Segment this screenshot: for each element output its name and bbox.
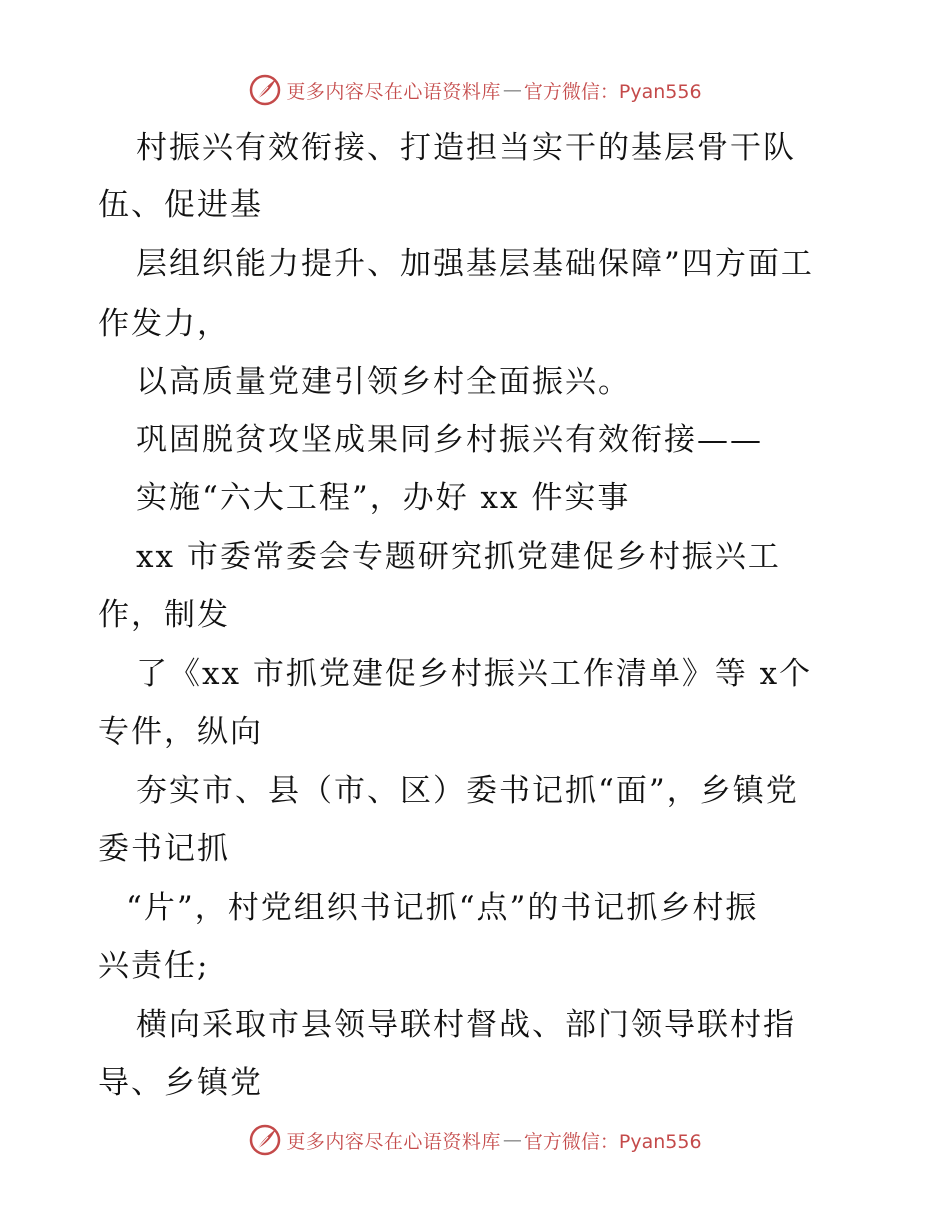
body-line-10: 了《xx 市抓党建促乡村振兴工作清单》等 x个 bbox=[136, 656, 813, 692]
body-line-3: 层组织能力提升、加强基层基础保障”四方面工 bbox=[136, 246, 814, 282]
body-line-7: 实施“六大工程”，办好 xx 件实事 bbox=[136, 480, 631, 516]
body-line-9: 作，制发 bbox=[98, 597, 230, 633]
watermark-separator: — bbox=[502, 79, 522, 101]
watermark-text: 更多内容尽在心语资料库 bbox=[286, 80, 501, 103]
watermark-text: 更多内容尽在心语资料库 bbox=[286, 1130, 501, 1153]
header-watermark bbox=[0, 72, 950, 108]
watermark-separator: — bbox=[502, 1129, 522, 1151]
body-line-11: 专件，纵向 bbox=[98, 714, 263, 750]
body-line-2: 伍、促进基 bbox=[98, 187, 263, 223]
feather-pen-logo-icon bbox=[248, 1123, 282, 1157]
body-line-8: xx 市委常委会专题研究抓党建促乡村振兴工 bbox=[136, 539, 781, 575]
body-line-15: 兴责任; bbox=[98, 948, 210, 984]
body-line-17: 导、乡镇党 bbox=[98, 1065, 263, 1101]
feather-pen-logo-icon bbox=[248, 73, 282, 107]
body-line-4: 作发力， bbox=[98, 306, 230, 342]
body-line-5: 以高质量党建引领乡村全面振兴。 bbox=[136, 364, 631, 400]
body-line-12: 夯实市、县（市、区）委书记抓“面”，乡镇党 bbox=[136, 773, 799, 809]
watermark-contact: 官方微信：Pyan556 bbox=[523, 1130, 702, 1153]
body-line-14: “片”，村党组织书记抓“点”的书记抓乡村振 bbox=[126, 890, 759, 926]
body-line-16: 横向采取市县领导联村督战、部门领导联村指 bbox=[136, 1007, 796, 1043]
watermark-contact: 官方微信：Pyan556 bbox=[523, 80, 702, 103]
footer-watermark bbox=[0, 1122, 950, 1158]
body-line-13: 委书记抓 bbox=[98, 831, 230, 867]
body-line-1: 村振兴有效衔接、打造担当实干的基层骨干队 bbox=[136, 130, 796, 166]
body-line-6: 巩固脱贫攻坚成果同乡村振兴有效衔接—— bbox=[136, 422, 763, 458]
